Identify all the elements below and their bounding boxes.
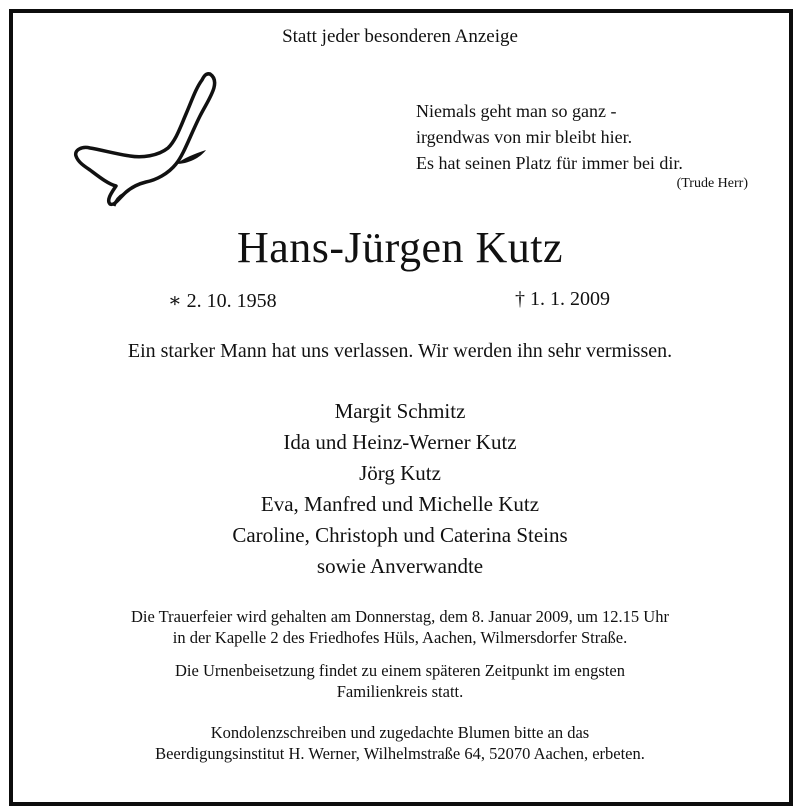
condolence-info-line: Kondolenzschreiben und zugedachte Blumen bitte an das bbox=[210, 723, 590, 742]
funeral-info bbox=[0, 606, 800, 648]
mourner-line: Ida und Heinz-Werner Kutz bbox=[283, 430, 517, 454]
poem-line: Niemals geht man so ganz - bbox=[416, 101, 617, 121]
notice-header: Statt jeder besonderen Anzeige bbox=[282, 26, 518, 47]
urn-info bbox=[0, 660, 800, 702]
funeral-info-line: Die Trauerfeier wird gehalten am Donnerstag, dem 8. Januar 2009, um 12.15 Uhr bbox=[131, 607, 669, 626]
urn-info-line: Familienkreis statt. bbox=[336, 682, 464, 701]
flying-bird-icon bbox=[72, 70, 222, 212]
death-date: † 1. 1. 2009 bbox=[515, 288, 610, 310]
poem-line: Es hat seinen Platz für immer bei dir. bbox=[416, 153, 683, 173]
birth-date: ∗ 2. 10. 1958 bbox=[168, 290, 277, 312]
poem-line: irgendwas von mir bleibt hier. bbox=[416, 127, 633, 147]
condolence-info-line: Beerdigungsinstitut H. Werner, Wilhelmstraße 64, 52070 Aachen, erbeten. bbox=[155, 744, 645, 763]
poem bbox=[416, 98, 683, 176]
mourner-line: Eva, Manfred und Michelle Kutz bbox=[260, 492, 540, 516]
tagline: Ein starker Mann hat uns verlassen. Wir werden ihn sehr vermissen. bbox=[127, 340, 673, 362]
mourner-line: Jörg Kutz bbox=[359, 461, 441, 485]
mourner-line: sowie Anverwandte bbox=[316, 554, 484, 578]
mourner-line: Caroline, Christoph und Caterina Steins bbox=[232, 523, 568, 547]
condolence-info bbox=[0, 722, 800, 764]
poem-attribution: (Trude Herr) bbox=[676, 176, 748, 191]
funeral-info-line: in der Kapelle 2 des Friedhofes Hüls, Aachen, Wilmersdorfer Straße. bbox=[172, 628, 628, 647]
mourner-line: Margit Schmitz bbox=[334, 399, 466, 423]
urn-info-line: Die Urnenbeisetzung findet zu einem späteren Zeitpunkt im engsten bbox=[175, 661, 625, 680]
mourners-list bbox=[0, 396, 800, 582]
deceased-name: Hans-Jürgen Kutz bbox=[236, 223, 564, 272]
